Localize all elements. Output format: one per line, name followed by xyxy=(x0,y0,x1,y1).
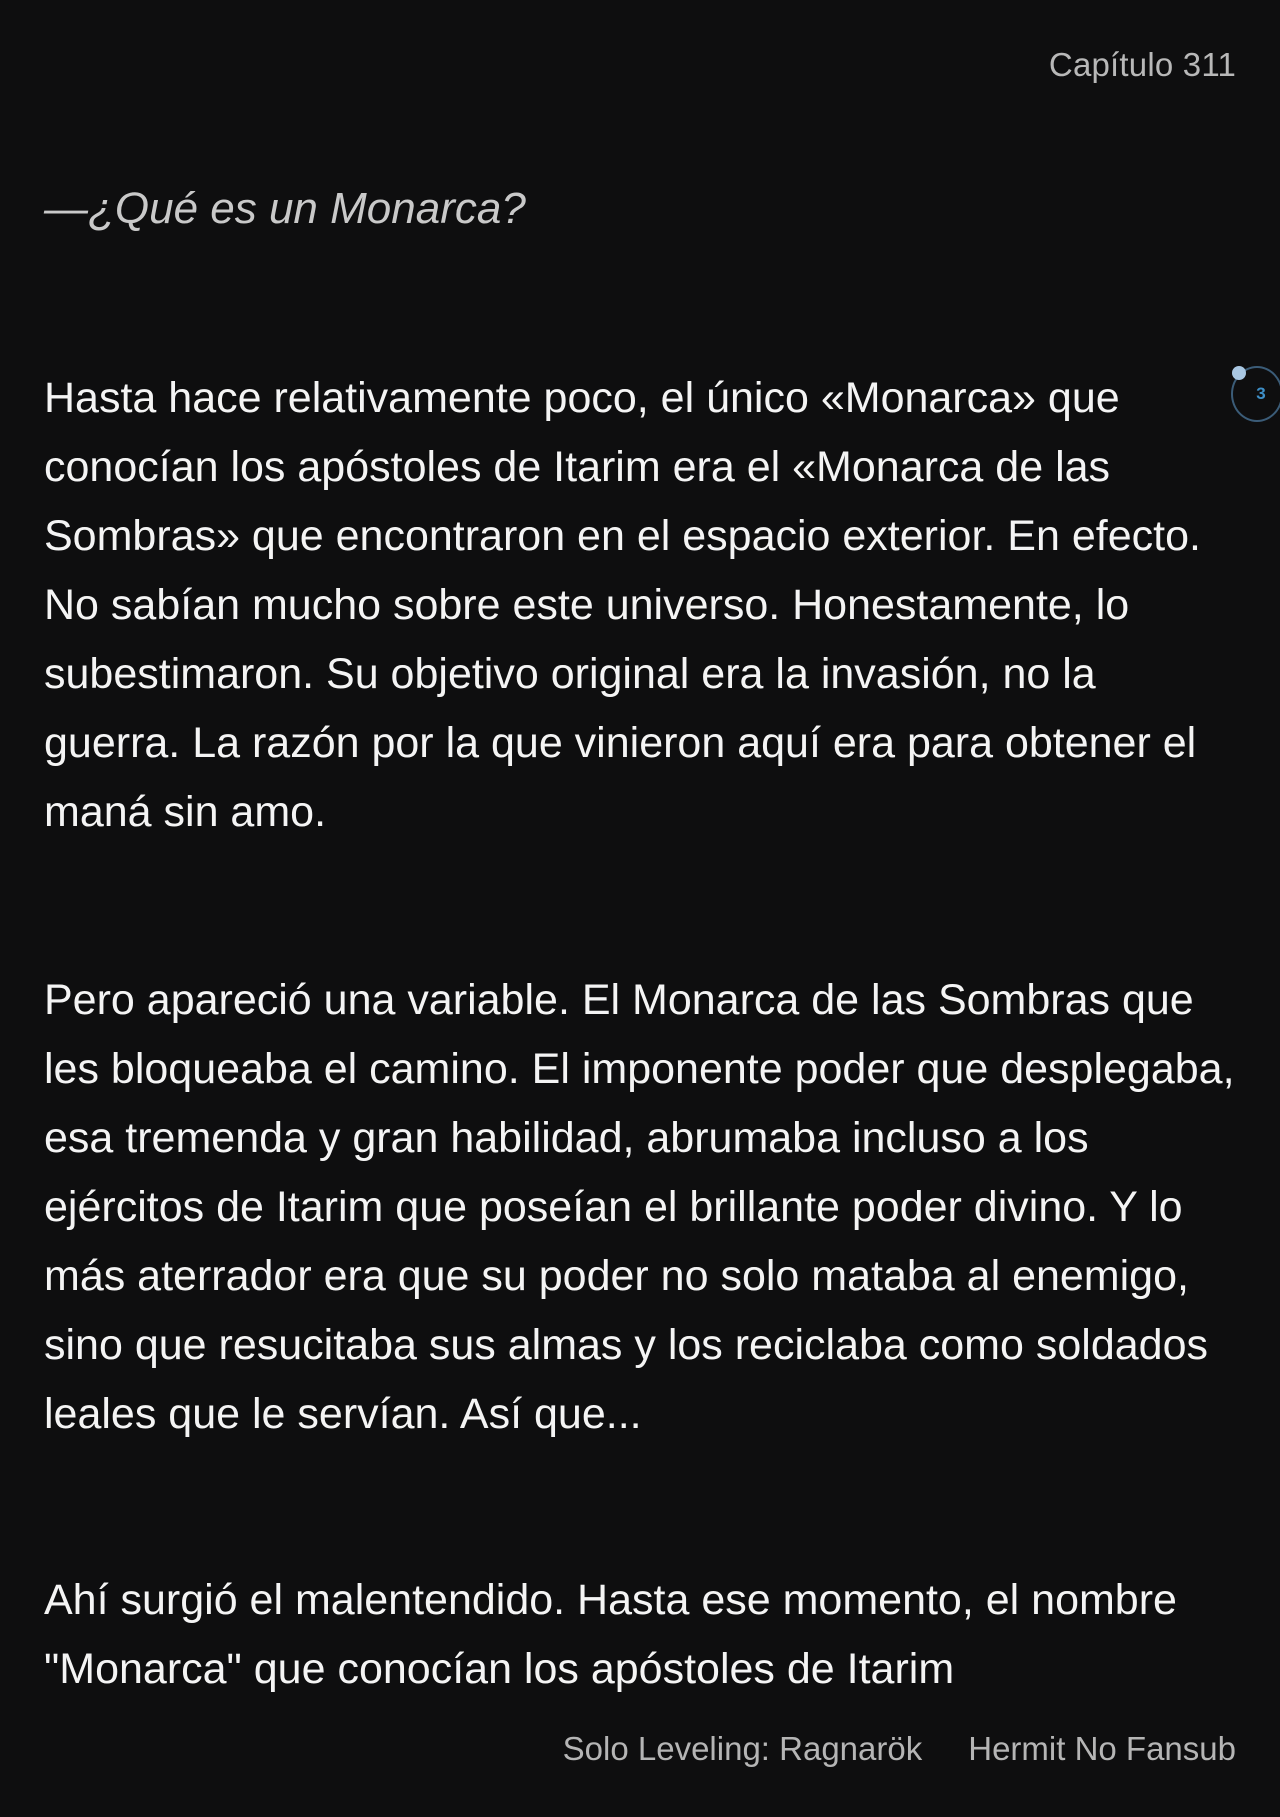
book-title[interactable]: Solo Leveling: Ragnarök xyxy=(562,1730,923,1767)
paragraph: Pero apareció una variable. El Monarca de las Sombras que les bloqueaba el camino. El imponente poder que desplegaba, esa tremenda y gran habilidad, abrumaba incluso a los ejércitos de Itarim que poseían el brillante poder divino. Y lo más aterrador era que su poder no solo mataba al enemigo, sino que resucitaba sus almas y los reciclaba como soldados leales que le servían. Así que... xyxy=(44,976,1235,1438)
opening-quote: —¿Qué es un Monarca? xyxy=(44,184,526,233)
unread-dot-icon xyxy=(1232,366,1246,380)
paragraph: Hasta hace relativamente poco, el único «Monarca» que conocían los apóstoles de Itarim era el «Monarca de las Sombras» que encontraron en el espacio exterior. En efecto. No sabían mucho sobre este universo. Honestamente, lo subestimaron. Su objetivo original era la invasión, no la guerra. La razón por la que vinieron aquí era para obtener el maná sin amo. xyxy=(44,374,1201,836)
comment-count: 3 xyxy=(1256,384,1266,403)
translator-credit[interactable]: Hermit No Fansub xyxy=(968,1730,1236,1767)
footer xyxy=(563,1730,1236,1768)
chapter-title: Capítulo 311 xyxy=(1048,46,1236,83)
paragraph: Ahí surgió el malentendido. Hasta ese momento, el nombre "Monarca" que conocían los apóstoles de Itarim xyxy=(44,1576,1177,1693)
